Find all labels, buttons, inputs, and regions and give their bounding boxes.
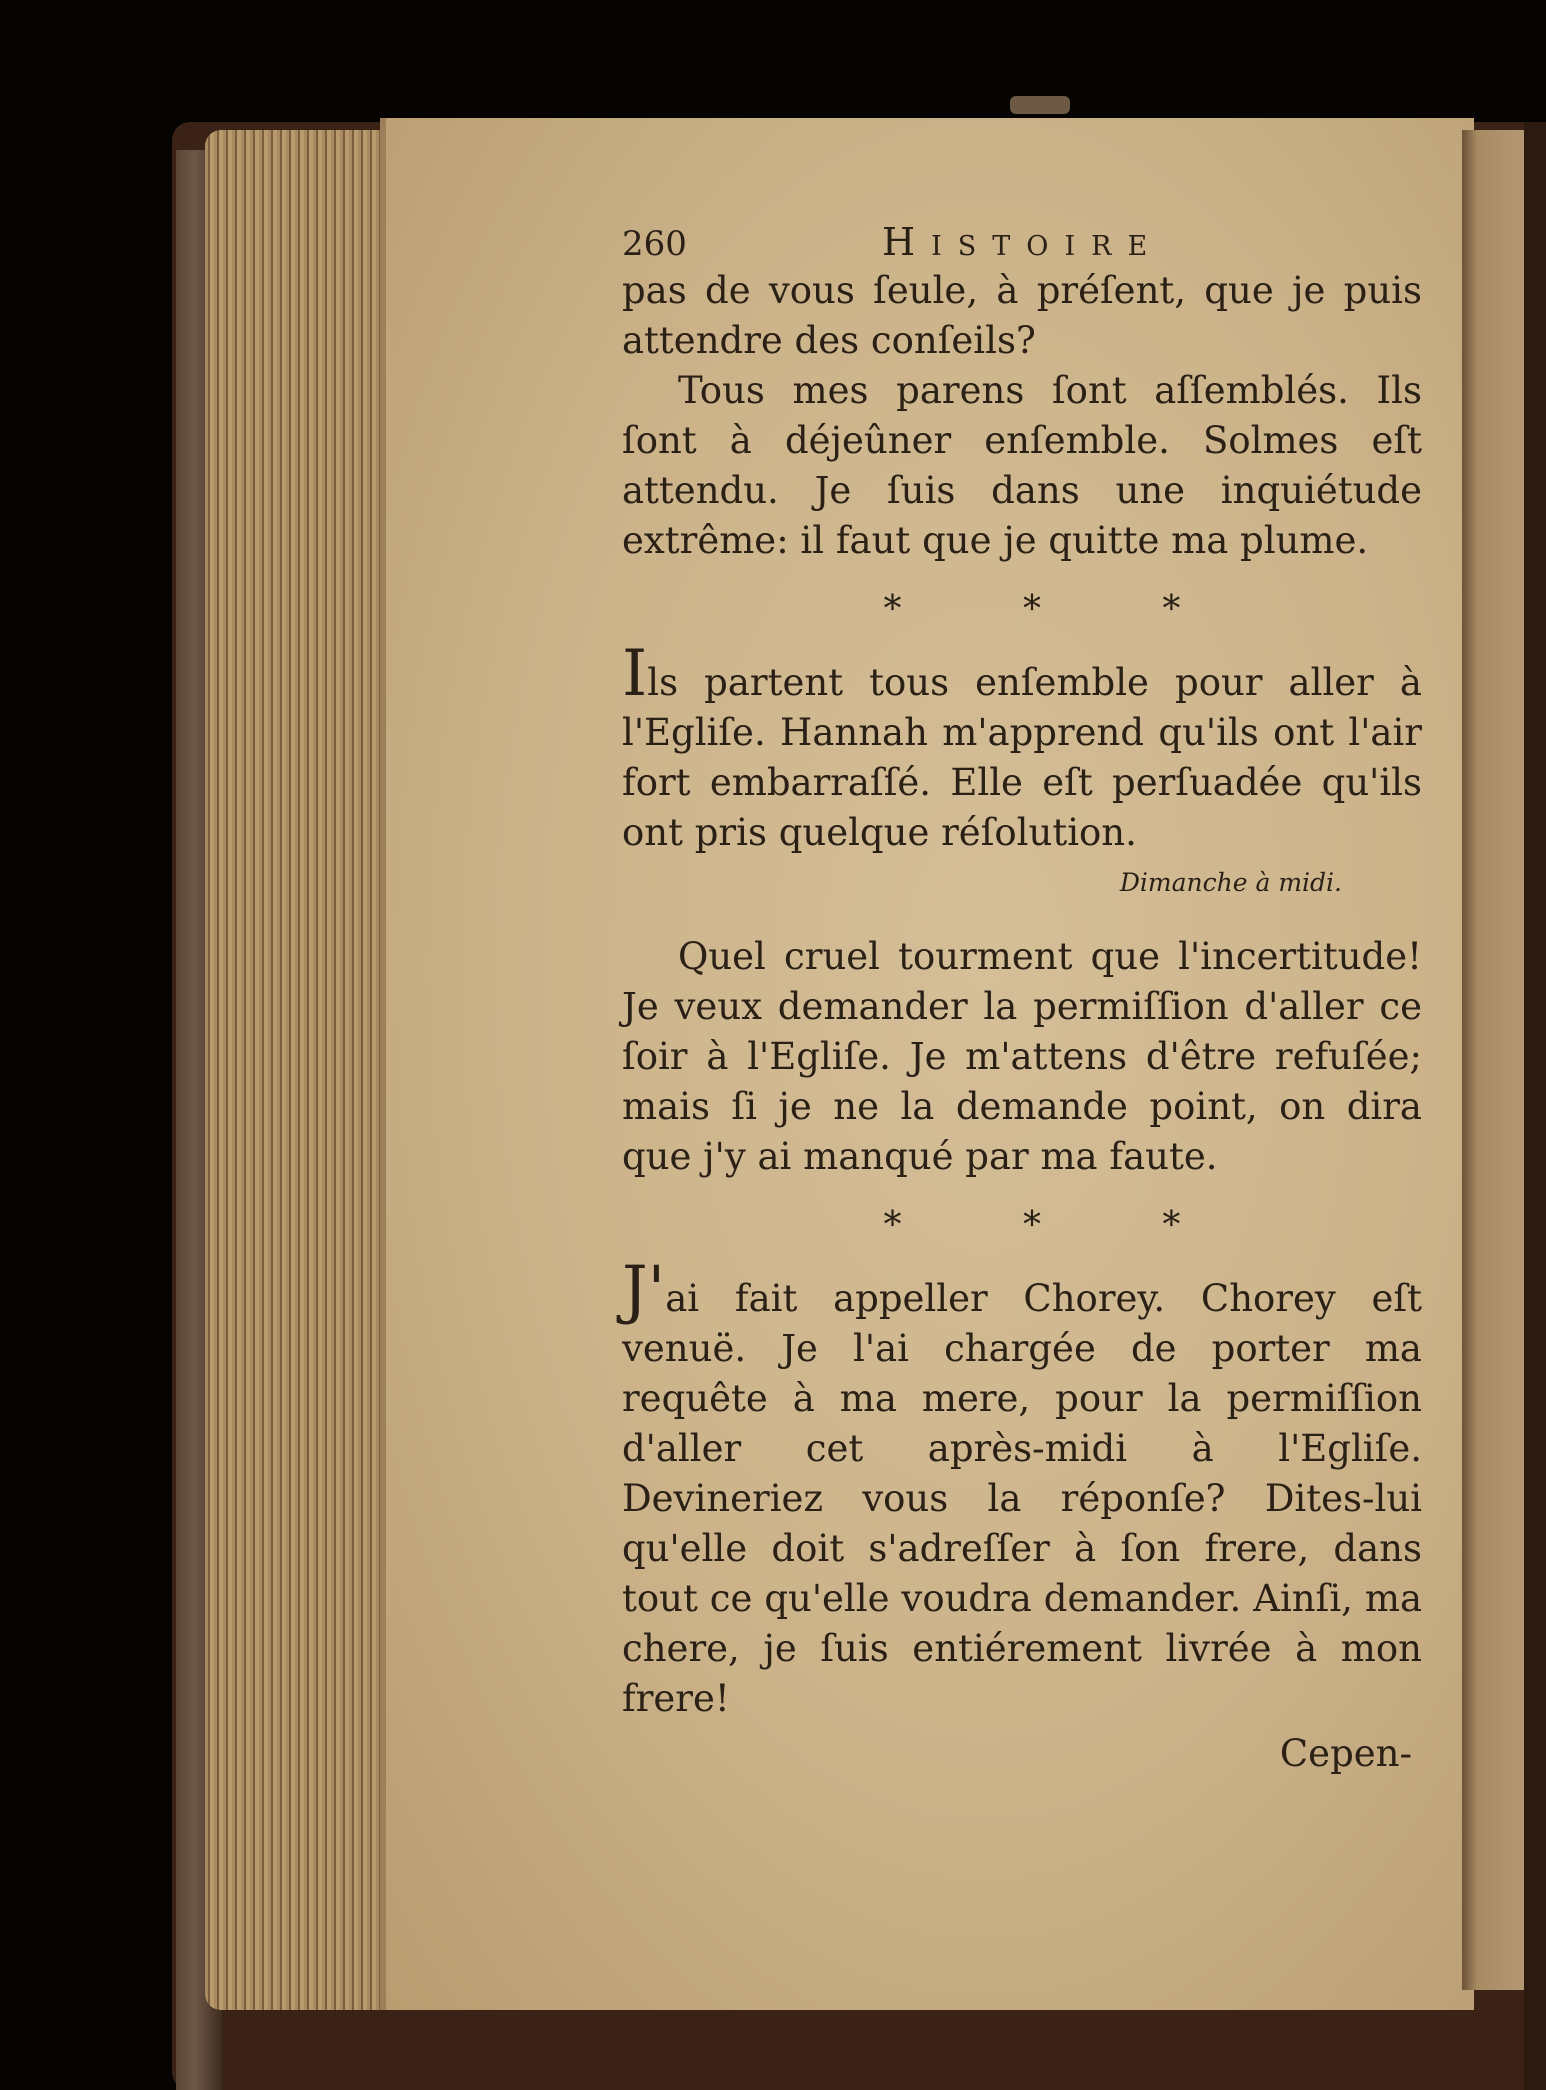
catchword: Cepen- bbox=[1279, 1732, 1412, 1775]
paragraph-4: Quel cruel tourment que l'incertitude! Je veux demander la permiſſion d'aller ce ſoir à l'Egliſe. Je m'attens d'être refuſée; mais ſi je ne la demande point, on dira que j'y ai manqué par ma faute. bbox=[622, 935, 1422, 1178]
cover-clasp bbox=[1010, 96, 1070, 114]
section-break-1: * * * bbox=[883, 589, 1181, 630]
running-title: Histoire bbox=[882, 220, 1164, 264]
paragraph-3: Ils partent tous enſemble pour aller à l'Egliſe. Hannah m'apprend qu'ils ont l'air fort embarraſſé. Elle eſt perſuadée qu'ils ont pris quelque réſolution. bbox=[622, 637, 1422, 854]
facing-page-edge bbox=[1462, 130, 1524, 1990]
paragraph-2: Tous mes parens ſont aſſemblés. Ils ſont à déjeûner enſemble. Solmes eſt attendu. Je ſuis dans une inquiétude extrême: il faut que je quitte ma plume. bbox=[622, 369, 1422, 562]
section-break-2: * * * bbox=[883, 1205, 1181, 1246]
paragraph-5: J'ai fait appeller Chorey. Chorey eſt venuë. Je l'ai chargée de porter ma requête à ma mere, pour la permiſſion d'aller cet après-midi à l'Egliſe. Devineriez vous la réponſe? Dites-lui qu'elle doit s'adreſſer à ſon frere, dans tout ce qu'elle voudra demander. Ainſi, ma chere, je ſuis entiérement livrée à mon frere! bbox=[622, 1253, 1422, 1720]
page-text bbox=[622, 210, 1422, 1775]
dateline: Dimanche à midi. bbox=[1119, 868, 1342, 897]
page-number: 260 bbox=[622, 224, 687, 264]
paragraph-1: pas de vous ſeule, à préſent, que je puis attendre des conſeils? bbox=[622, 269, 1422, 362]
cover-right-edge bbox=[1524, 122, 1546, 2090]
spacer bbox=[622, 908, 1422, 932]
page-header bbox=[622, 210, 1422, 266]
